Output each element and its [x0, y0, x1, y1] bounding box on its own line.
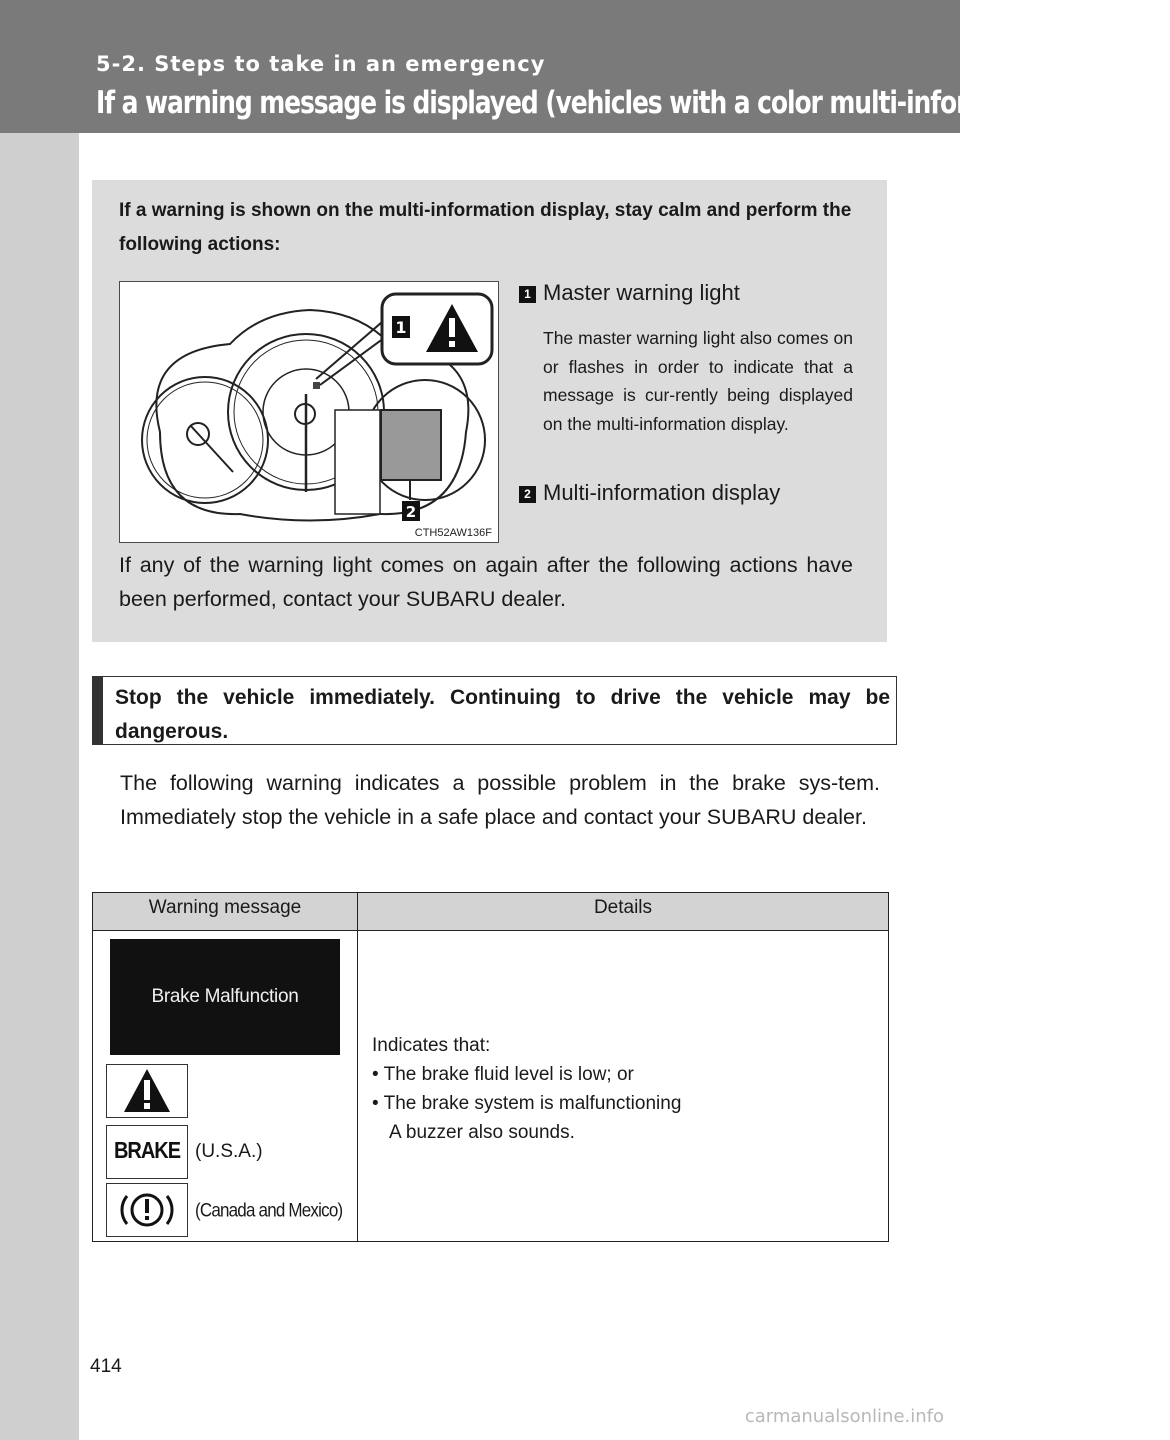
warning-message-cell: [93, 931, 358, 1242]
callout-2-title: Multi-information display: [543, 480, 781, 505]
callout-1-description: The master warning light also comes on or flashes in order to indicate that a message is cur-rently being displayed on the multi-information display.: [543, 328, 853, 434]
page-title: If a warning message is displayed (vehicles with a color multi-information display): [96, 84, 1170, 121]
left-sidebar-band: [0, 133, 79, 1440]
brake-text-icon: [106, 1125, 188, 1179]
column-header-details: Details: [358, 893, 889, 931]
page-number: 414: [90, 1356, 122, 1377]
display-screen-image: [110, 939, 340, 1055]
region-canada-mexico-label: (Canada and Mexico): [195, 1199, 343, 1221]
callout-number-badge: 2: [519, 486, 536, 503]
page-header: [0, 0, 1170, 133]
intro-box: [92, 180, 887, 642]
instrument-cluster-diagram: [119, 281, 499, 543]
svg-text:2: 2: [405, 503, 417, 521]
svg-text:1: 1: [395, 318, 407, 337]
details-cell: [358, 931, 889, 1242]
column-header-warning-message: Warning message: [93, 893, 358, 931]
body-paragraph: The following warning indicates a possible problem in the brake sys-tem. Immediately stop the vehicle in a safe place and contact your SUBARU dealer.: [120, 771, 880, 829]
warning-triangle-icon: [106, 1064, 188, 1118]
details-list: [358, 931, 888, 1147]
callout-1-title: Master warning light: [543, 280, 740, 305]
details-line: Indicates that:: [372, 1035, 491, 1056]
table-header-row: [93, 893, 889, 931]
brake-circle-exclamation-icon: [106, 1183, 188, 1237]
diagram-reference-code: CTH52AW136F: [414, 527, 492, 539]
instrument-cluster-illustration: [120, 282, 498, 542]
section-label: 5-2. Steps to take in an emergency: [96, 52, 546, 76]
caution-box: [92, 676, 897, 745]
watermark: carmanualsonline.info: [744, 1406, 944, 1427]
details-line: • The brake system is malfunctioning: [372, 1093, 682, 1114]
intro-lead-text: If a warning is shown on the multi-information display, stay calm and perform the following actions:: [119, 200, 852, 255]
table-row: [93, 931, 889, 1242]
brake-label: BRAKE: [113, 1138, 181, 1164]
screen-message: Brake Malfunction: [151, 986, 299, 1007]
intro-note-text: If any of the warning light comes on again after the following actions have been performed, contact your SUBARU dealer.: [119, 553, 853, 611]
warning-message-table: [92, 892, 889, 1242]
region-usa-label: (U.S.A.): [195, 1141, 263, 1162]
callout-number-badge: 1: [519, 286, 536, 303]
caution-text: Stop the vehicle immediately. Continuing to drive the vehicle may be dangerous.: [115, 686, 890, 743]
details-line: • The brake fluid level is low; or: [372, 1064, 634, 1085]
details-line: A buzzer also sounds.: [389, 1122, 575, 1143]
